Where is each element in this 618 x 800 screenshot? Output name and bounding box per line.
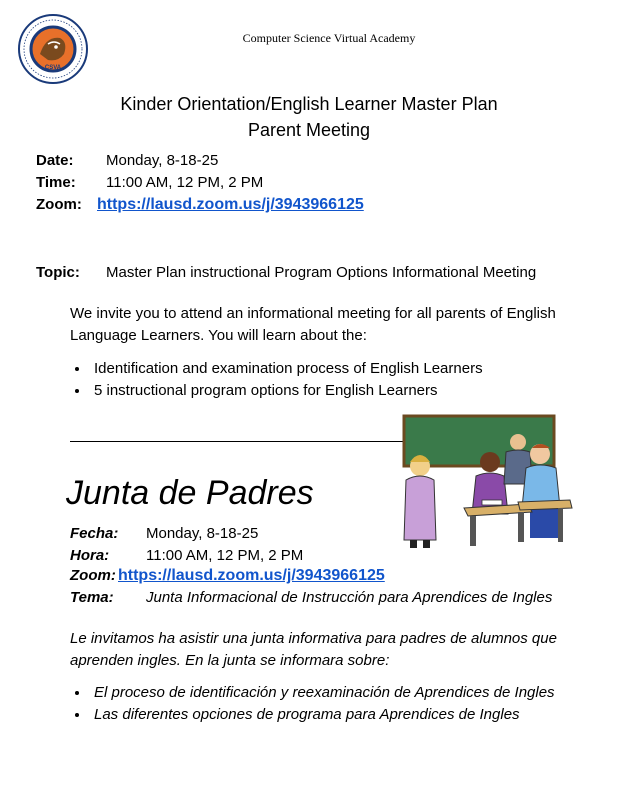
title-line-1: Kinder Orientation/English Learner Master Plan [120,94,498,114]
list-item: • El proceso de identificación y reexaminación de Aprendices de Ingles [90,682,555,704]
fecha-value: Monday, 8-18-25 [146,525,259,542]
zoom-row [36,196,364,214]
time-label: Time: [36,174,76,191]
topic-row [36,264,536,281]
tema-label: Tema: [70,589,114,606]
school-name: Computer Science Virtual Academy [242,31,416,45]
list-item: • Identification and examination process of English Learners [90,358,483,380]
zoom-label: Zoom: [36,196,82,213]
section-divider [70,441,408,442]
zoom-link[interactable]: https://lausd.zoom.us/j/3943966125 [97,196,364,213]
hora-value: 11:00 AM, 12 PM, 2 PM [146,547,304,564]
date-value: Monday, 8-18-25 [106,152,219,169]
page-title [0,91,618,143]
classroom-clipart-icon [398,412,574,550]
english-bullet-list [70,358,483,402]
spanish-heading: Junta de Padres [66,474,314,512]
topic-value: Master Plan instructional Program Options Informational Meeting [106,264,537,281]
spanish-zoom-row [70,567,385,585]
hora-label: Hora: [70,547,110,564]
school-seal-icon [18,14,88,84]
tema-value: Junta Informacional de Instrucción para Aprendices de Ingles [146,589,553,606]
spanish-zoom-label: Zoom: [70,567,116,584]
time-value: 11:00 AM, 12 PM, 2 PM [106,174,264,191]
svg-text:CSVA: CSVA [44,65,62,71]
tema-row [70,589,552,606]
spanish-bullet-list [70,682,555,726]
spanish-zoom-link[interactable]: https://lausd.zoom.us/j/3943966125 [118,567,385,584]
english-intro: We invite you to attend an informational meeting for all parents of English Language Learners. You will learn about the: [70,305,556,344]
list-item: • 5 instructional program options for English Learners [90,380,483,402]
title-line-2: Parent Meeting [247,120,371,140]
topic-label: Topic: [36,264,80,281]
fecha-label: Fecha: [70,525,119,542]
hora-row [70,547,303,564]
list-item: • Las diferentes opciones de programa para Aprendices de Ingles [90,704,555,726]
date-label: Date: [36,152,74,169]
spanish-intro: Le invitamos ha asistir una junta informativa para padres de alumnos que aprenden ingles. En la junta se informara sobre: [70,630,557,669]
fecha-row [70,525,258,542]
date-row [36,152,218,169]
time-row [36,174,263,191]
